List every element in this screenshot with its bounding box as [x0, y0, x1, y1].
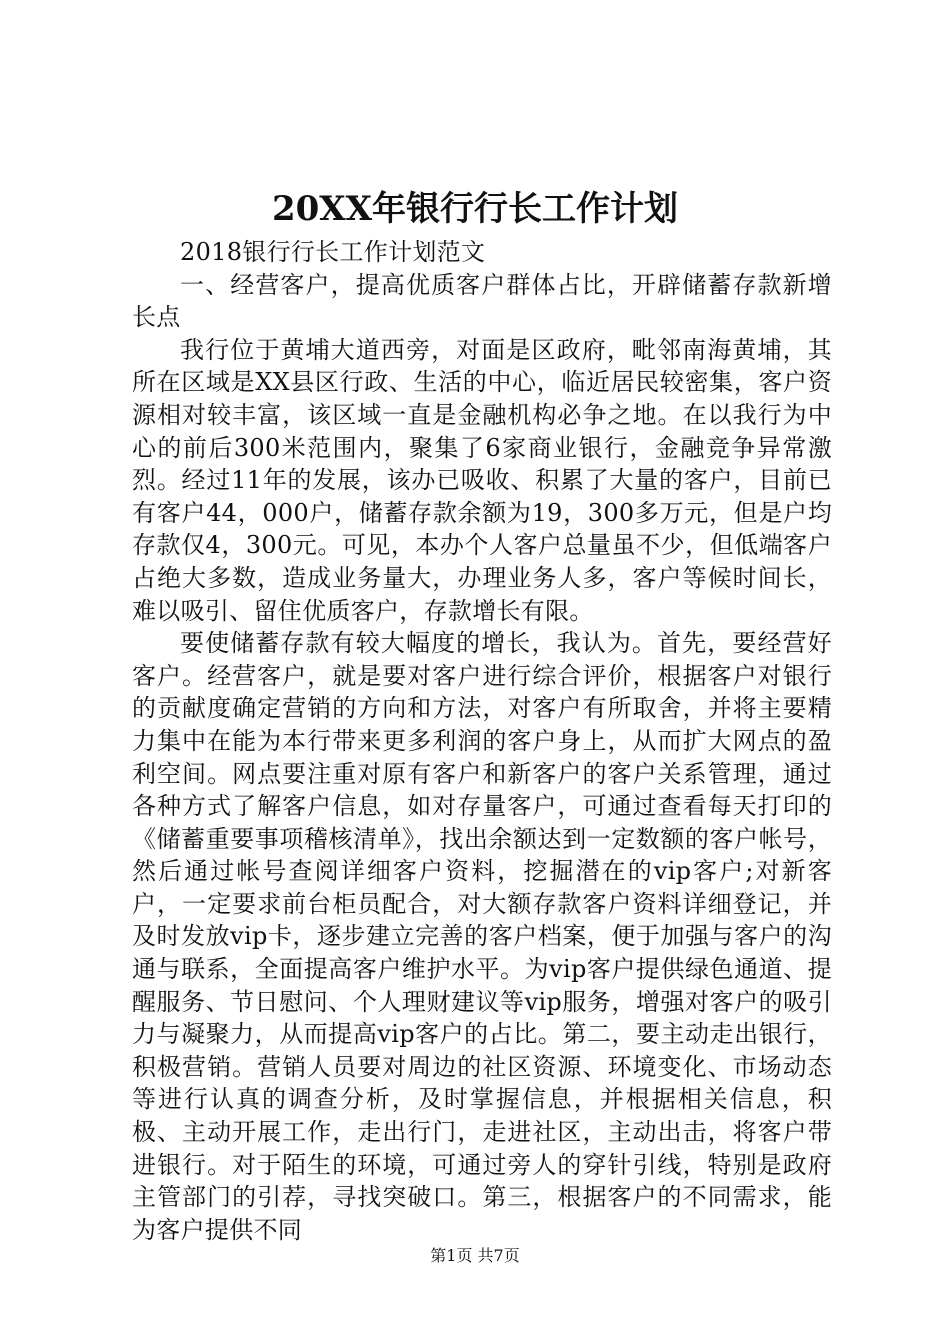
document-body — [132, 236, 832, 1246]
page-number-footer: 第1页 共7页 — [430, 1246, 520, 1265]
body-paragraph: 要使储蓄存款有较大幅度的增长，我认为。首先，要经营好客户。经营客户，就是要对客户进行综合评价，根据客户对银行的贡献度确定营销的方向和方法，对客户有所取舍，并将主要精力集中在能为本行带来更多利润的客户身上，从而扩大网点的盈利空间。网点要注重对原有客户和新客户的客户关系管理，通过各种方式了解客户信息，如对存量客户，可通过查看每天打印的《储蓄重要事项稽核清单》，找出余额达到一定数额的客户帐号，然后通过帐号查阅详细客户资料，挖掘潜在的vip客户;对新客户，一定要求前台柜员配合，对大额存款客户资料详细登记，并及时发放vip卡，逐步建立完善的客户档案，便于加强与客户的沟通与联系，全面提高客户维护水平。为vip客户提供绿色通道、提醒服务、节日慰问、个人理财建议等vip服务，增强对客户的吸引力与凝聚力，从而提高vip客户的占比。第二，要主动走出银行，积极营销。营销人员要对周边的社区资源、环境变化、市场动态等进行认真的调查分析，及时掌握信息，并根据相关信息，积极、主动开展工作，走出行门，走进社区，主动出击，将客户带进银行。对于陌生的环境，可通过旁人的穿针引线，特别是政府主管部门的引荐，寻找突破口。第三，根据客户的不同需求，能为客户提供不同 — [132, 629, 832, 1244]
body-paragraph: 我行位于黄埔大道西旁，对面是区政府，毗邻南海黄埔，其所在区域是XX县区行政、生活的中心，临近居民较密集，客户资源相对较丰富，该区域一直是金融机构必争之地。在以我行为中心的前后300米范围内，聚集了6家商业银行，金融竞争异常激烈。经过11年的发展，该办已吸收、积累了大量的客户，目前已有客户44，000户，储蓄存款余额为19，300多万元，但是户均存款仅4，300元。可见，本办个人客户总量虽不少，但低端客户占绝大多数，造成业务量大，办理业务人多，客户等候时间长，难以吸引、留住优质客户，存款增长有限。 — [132, 335, 832, 625]
document-title: 20XX年银行行长工作计划 — [271, 189, 679, 229]
section-heading: 一、经营客户，提高优质客户群体占比，开辟储蓄存款新增长点 — [132, 270, 832, 332]
subtitle-paragraph: 2018银行行长工作计划范文 — [180, 238, 486, 266]
